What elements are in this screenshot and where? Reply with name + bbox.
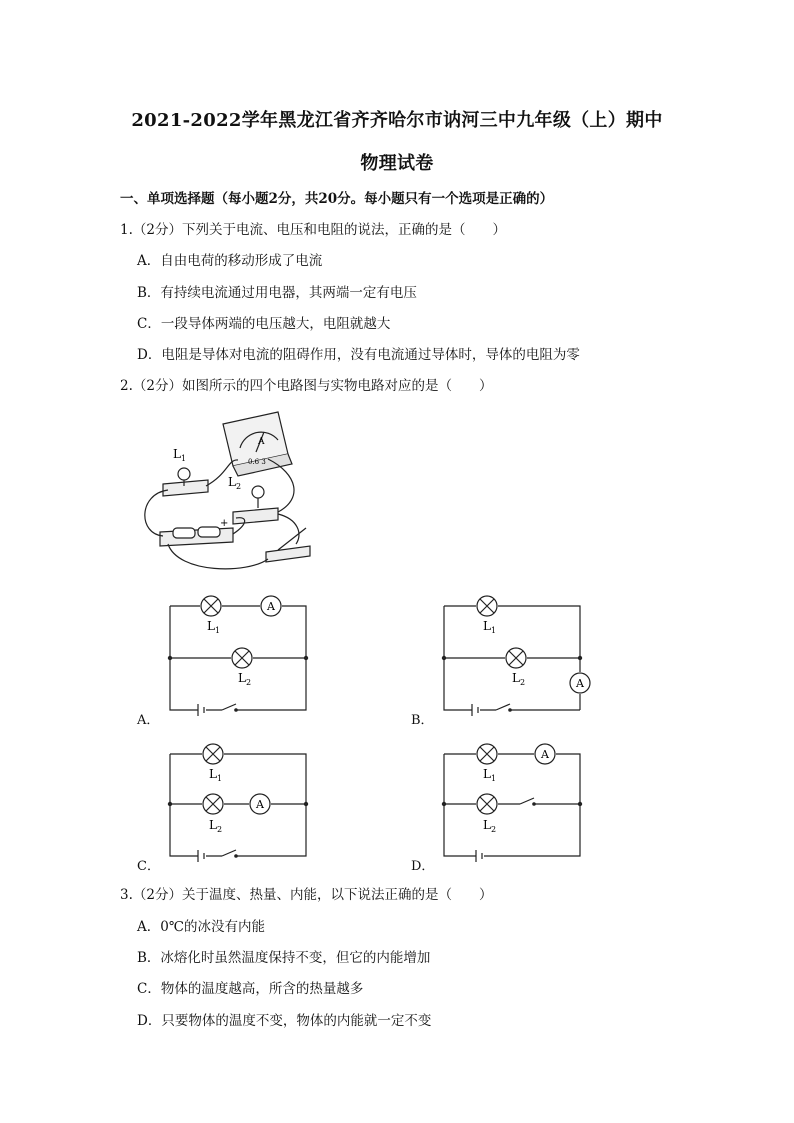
a-l2-label: L	[238, 671, 246, 685]
b-l2-sub: 2	[520, 678, 526, 687]
q1-option-b: B．有持续电流通过用电器，其两端一定有电压	[137, 285, 417, 301]
b-l2-label: L	[512, 671, 520, 685]
q3-stem: 3.（2分）关于温度、热量、内能，以下说法正确的是（ ）	[120, 887, 493, 903]
circuit-diagram-a	[160, 590, 320, 720]
q2-option-a-label: A．	[137, 713, 160, 728]
q3-option-a: A．0℃的冰没有内能	[137, 919, 265, 935]
b-ammeter-label: A	[576, 677, 584, 690]
c-l2-sub: 2	[217, 825, 223, 834]
q2-option-b-label: B．	[411, 713, 434, 728]
q3-option-b: B．冰熔化时虽然温度保持不变，但它的内能增加	[137, 950, 431, 966]
physical-meter-terminals: 0.6 3	[248, 458, 266, 466]
d-l2-sub: 2	[491, 825, 497, 834]
physical-l2-sub: 2	[236, 482, 242, 491]
q1-option-a: A．自由电荷的移动形成了电流	[137, 253, 323, 269]
a-l2-sub: 2	[246, 678, 252, 687]
physical-circuit-illustration	[128, 404, 328, 576]
physical-battery-plus: +	[220, 518, 229, 529]
physical-l1-label: L	[173, 447, 181, 461]
circuit-diagram-c	[160, 738, 320, 868]
b-l1-label: L	[483, 619, 491, 633]
q2-option-d-label: D．	[411, 859, 435, 874]
c-ammeter-label: A	[256, 798, 264, 811]
d-ammeter-label: A	[541, 748, 549, 761]
c-l1-label: L	[209, 767, 217, 781]
q2-option-c-label: C．	[137, 859, 160, 874]
b-l1-sub: 1	[491, 626, 497, 635]
a-ammeter-label: A	[267, 600, 275, 613]
q1-stem: 1.（2分）下列关于电流、电压和电阻的说法，正确的是（ ）	[120, 222, 506, 238]
q1-option-d: D．电阻是导体对电流的阻碍作用，没有电流通过导体时，导体的电阻为零	[137, 347, 580, 363]
physical-ammeter-label: A	[258, 437, 265, 447]
c-l2-label: L	[209, 818, 217, 832]
q3-option-c: C．物体的温度越高，所含的热量越多	[137, 981, 364, 997]
q1-option-c: C．一段导体两端的电压越大，电阻就越大	[137, 316, 391, 332]
section-heading: 一、单项选择题（每小题2分，共20分。每小题只有一个选项是正确的）	[120, 191, 554, 207]
q3-option-d: D．只要物体的温度不变，物体的内能就一定不变	[137, 1013, 432, 1029]
physical-l1-sub: 1	[181, 454, 187, 463]
circuit-diagram-d	[434, 738, 594, 868]
a-l1-label: L	[207, 619, 215, 633]
circuit-diagram-b	[434, 590, 604, 720]
d-l2-label: L	[483, 818, 491, 832]
a-l1-sub: 1	[215, 626, 221, 635]
q2-stem: 2.（2分）如图所示的四个电路图与实物电路对应的是（ ）	[120, 378, 493, 394]
exam-title-line1: 2021-2022学年黑龙江省齐齐哈尔市讷河三中九年级（上）期中	[131, 110, 663, 131]
c-l1-sub: 1	[217, 774, 223, 783]
exam-title-line2: 物理试卷	[360, 153, 434, 174]
physical-l2-label: L	[228, 475, 236, 489]
d-l1-sub: 1	[491, 774, 497, 783]
d-l1-label: L	[483, 767, 491, 781]
